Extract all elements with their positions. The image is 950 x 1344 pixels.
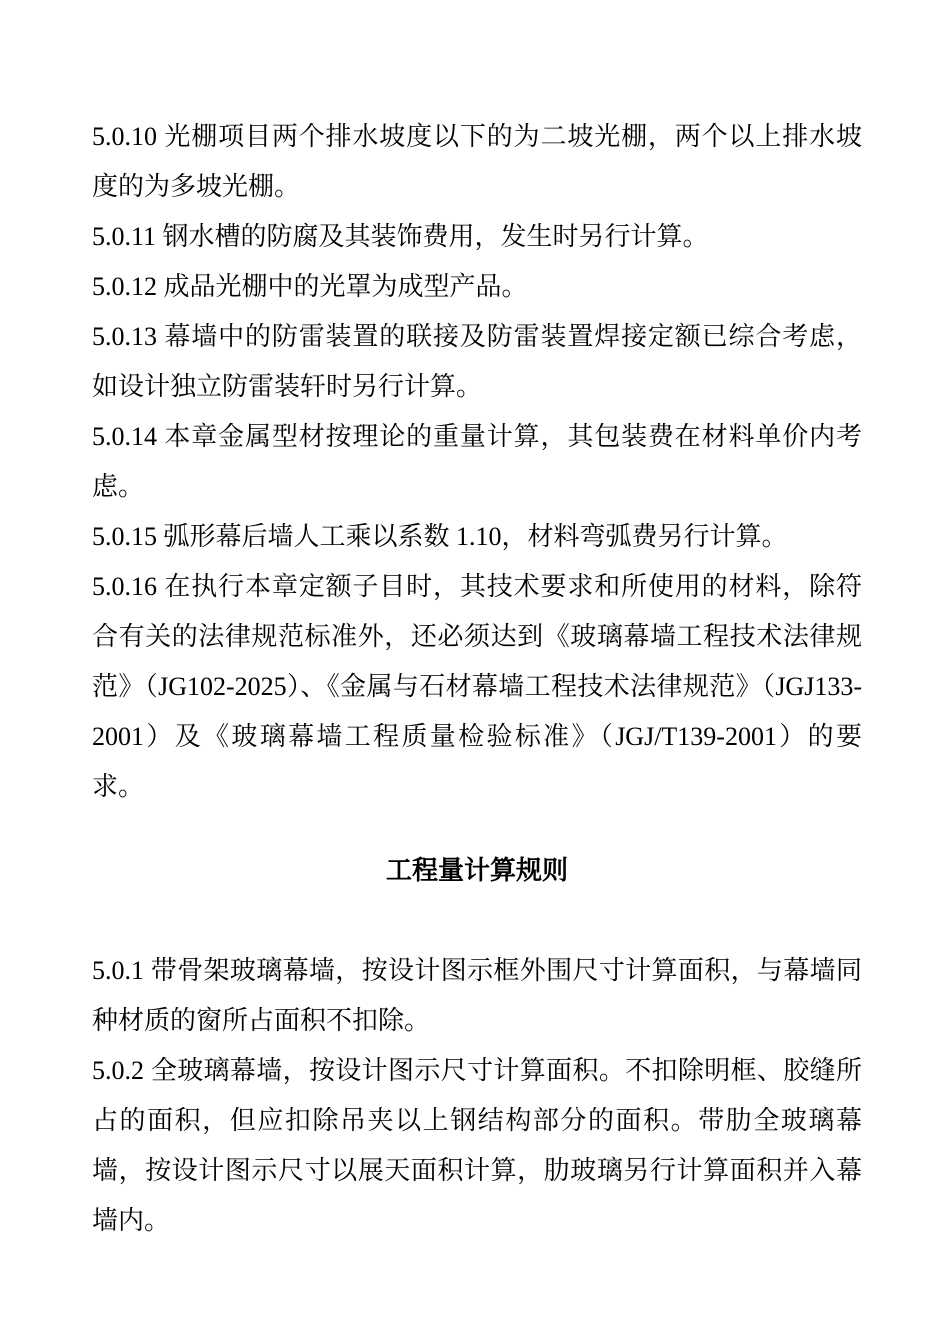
rule-5-0-1: 5.0.1 带骨架玻璃幕墙，按设计图示框外围尺寸计算面积，与幕墙同种材质的窗所占面积不扣除。: [92, 956, 862, 1035]
clause-5-0-15: 5.0.15 弧形幕后墙人工乘以系数 1.10，材料弯弧费另行计算。: [92, 522, 788, 551]
clause-5-0-16: 5.0.16 在执行本章定额子目时，其技术要求和所使用的材料，除符合有关的法律规范标准外，还必须达到《玻璃幕墙工程技术法律规范》（JG102-2025）、《金属与石材幕墙工程技术法律规范》（JGJ133-2001）及《玻璃幕墙工程质量检验标准》（JGJ/T139-2001）的要求。: [92, 572, 862, 801]
rule-5-0-2: 5.0.2 全玻璃幕墙，按设计图示尺寸计算面积。不扣除明框、胶缝所占的面积，但应扣除吊夹以上钢结构部分的面积。带肋全玻璃幕墙，按设计图示尺寸以展天面积计算，肋玻璃另行计算面积并入幕墙内。: [92, 1056, 862, 1235]
document-page: [92, 112, 862, 1246]
clause-5-0-11: 5.0.11 钢水槽的防腐及其装饰费用，发生时另行计算。: [92, 222, 709, 251]
clause-5-0-10: 5.0.10 光棚项目两个排水坡度以下的为二坡光棚，两个以上排水坡度的为多坡光棚。: [92, 122, 862, 201]
section-heading: 工程量计算规则: [385, 856, 568, 885]
clause-5-0-14: 5.0.14 本章金属型材按理论的重量计算，其包装费在材料单价内考虑。: [92, 422, 862, 501]
clause-5-0-13: 5.0.13 幕墙中的防雷装置的联接及防雷装置焊接定额已综合考虑，如设计独立防雷装轩时另行计算。: [92, 322, 862, 401]
clause-5-0-12: 5.0.12 成品光棚中的光罩为成型产品。: [92, 272, 528, 301]
